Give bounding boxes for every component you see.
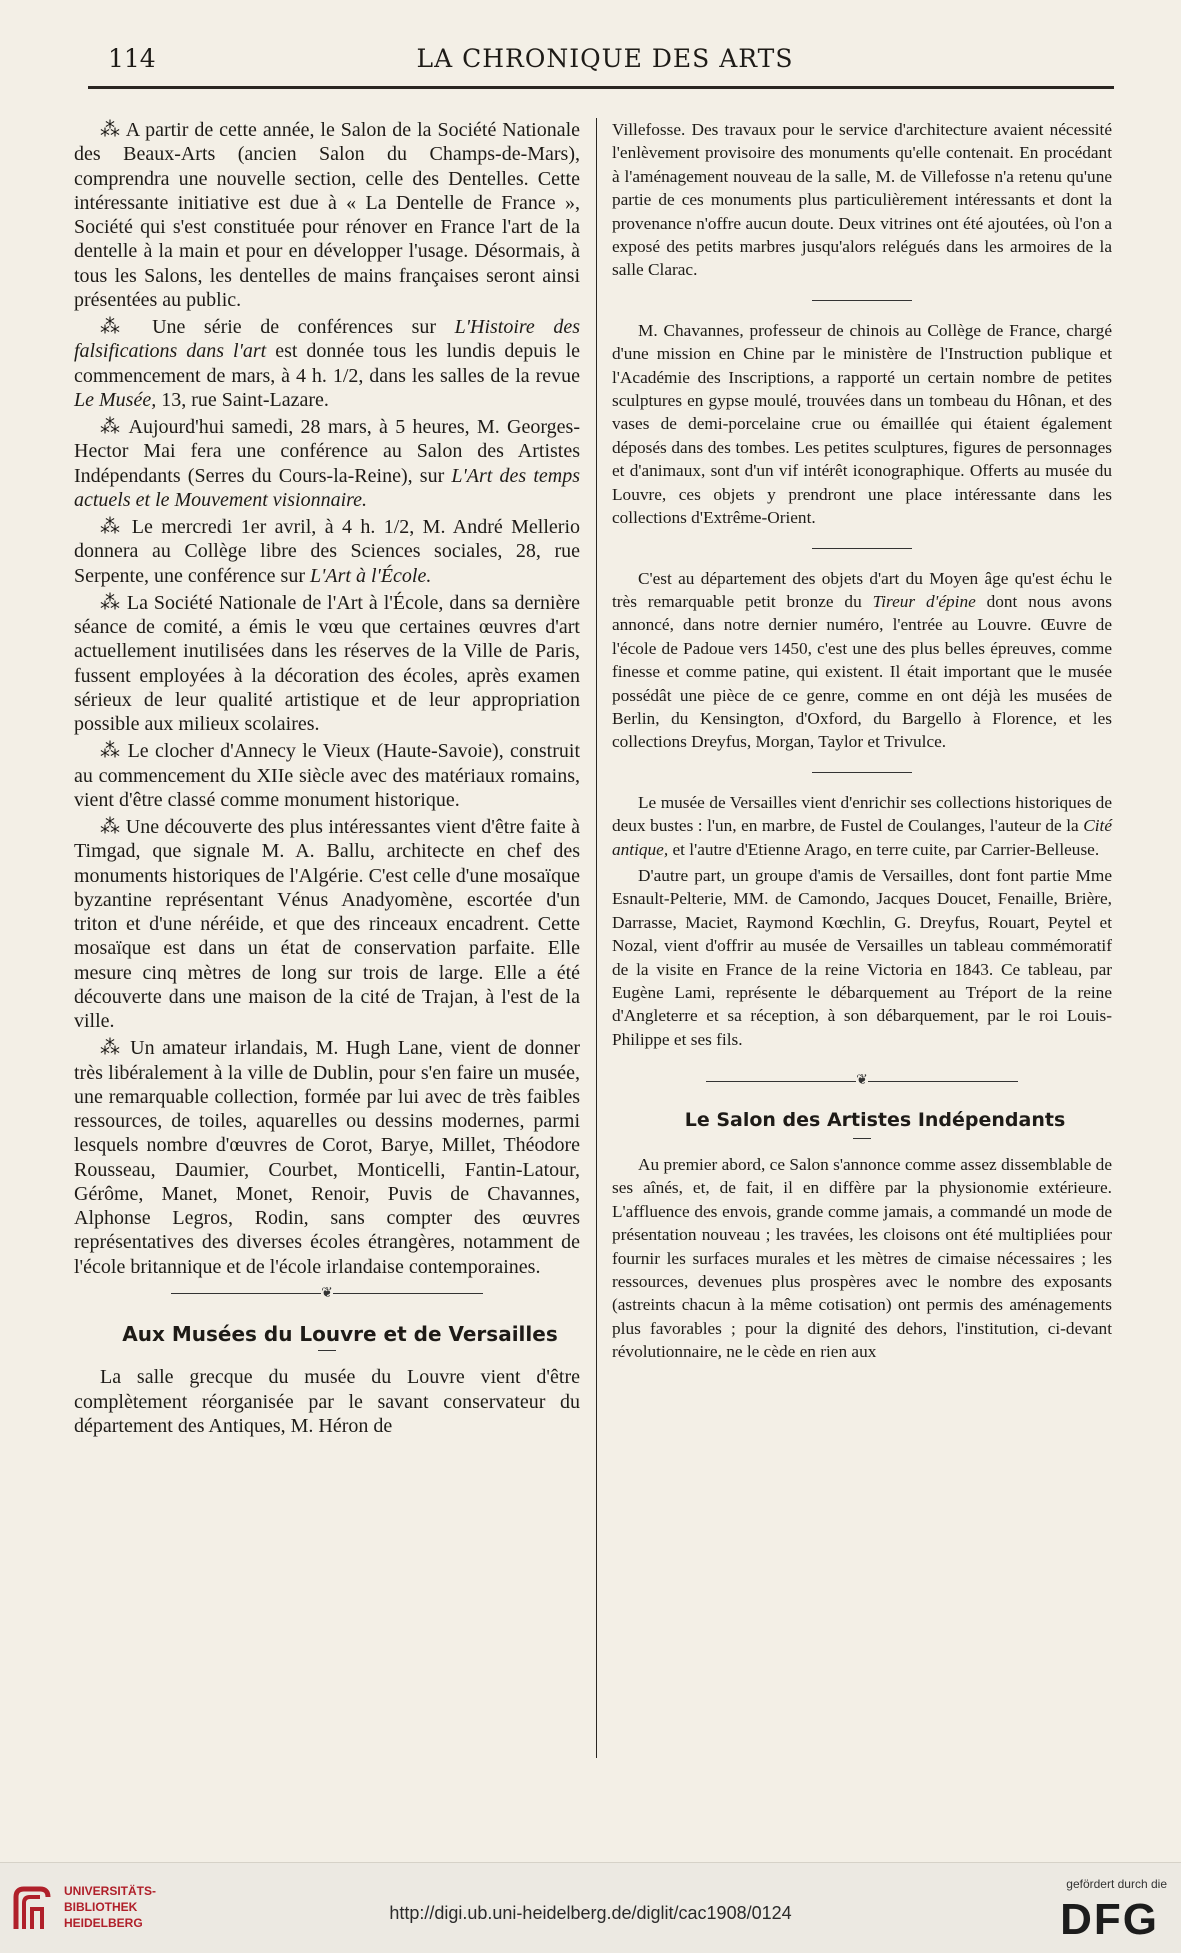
asterism-mark: ⁂ bbox=[100, 119, 121, 141]
column-rule bbox=[596, 118, 597, 1758]
header-rule bbox=[88, 86, 1114, 89]
right-column bbox=[612, 118, 1112, 1364]
asterism-mark: ⁂ bbox=[100, 591, 121, 614]
page-header bbox=[100, 44, 1110, 74]
paragraph-tireur-epine: C'est au département des objets d'art du Moyen âge qu'est échu le très remarquable petit bronze du Tireur d'épine dont nous avons annoncé, dans notre dernier numéro, l'entrée au Louvre. Œuvre de l'école de Padoue vers 1450, c'est une des plus belles épreuves, comme finesse et comme patine, qui existent. Il était important que le musée possédât une pièce de ce genre, comme en ont déjà les musées de Berlin, du Kensington, d'Oxford, du Bargello à Florence, et les collections Dreyfus, Morgan, Taylor et Trivulce. bbox=[612, 568, 1113, 752]
asterism-mark: ⁂ bbox=[100, 316, 134, 338]
asterism-mark: ⁂ bbox=[100, 816, 121, 838]
paragraph-dentelles: ⁂ A partir de cette année, le Salon de la Société Nationale des Beaux-Arts (ancien Salon du Champs-de-Mars), comprendra une nouvelle section, celle des Dentelles. Cette intéressante initiative est due à « La Dentelle de France », Société qui s'est constituée pour rénover en France l'art de la dentelle à la main et pour en développer l'usage. Désormais, à tous les Salons, les dentelles de mains françaises seront ainsi présentées au public. bbox=[74, 119, 580, 311]
section-title-louvre-versailles: Aux Musées du Louvre et de Versailles bbox=[122, 1322, 558, 1346]
paragraph-timgad: ⁂ Une découverte des plus intéressantes vient d'être faite à Timgad, que signale M. A. Ballu, architecte en chef des monuments historiques de l'Algérie. C'est celle d'une mosaïque byzantine représentant Vénus Anadyomène, escortée d'un triton et d'une néréide, et que des rinceaux encadrent. Cette mosaïque est dans un état de conservation parfaite. Elle mesure cinq mètres de long sur trois de large. Elle a été découverte dans une maison de la cité de Trajan, à l'est de la ville. bbox=[74, 816, 581, 1032]
paragraph-clocher-annecy: ⁂ Le clocher d'Annecy le Vieux (Haute-Savoie), construit au commencement du XIIe siècle avec des matériaux romains, vient d'être classé comme monument historique. bbox=[74, 740, 580, 811]
fleuron-divider: ❦ bbox=[612, 1069, 1112, 1092]
title-dash bbox=[853, 1138, 871, 1139]
fleuron-divider: ❦ bbox=[74, 1282, 580, 1306]
paragraph-conferences-falsifications: ⁂ Une série de conférences sur L'Histoire des falsifications dans l'art est donnée tous les lundis depuis le commencement de mars, à 4 h. 1/2, dans les salles de la revue Le Musée, 13, rue Saint-Lazare. bbox=[74, 316, 581, 411]
title-dash bbox=[318, 1350, 336, 1351]
asterism-mark: ⁂ bbox=[100, 1037, 123, 1060]
section-title-salon-independants: Le Salon des Artistes Indépendants bbox=[684, 1108, 1066, 1131]
funded-by-label: gefördert durch die bbox=[1066, 1877, 1167, 1891]
separator-rule bbox=[812, 548, 912, 549]
separator-rule bbox=[812, 772, 912, 773]
left-column bbox=[74, 118, 580, 1438]
page-number: 114 bbox=[108, 44, 156, 73]
paragraph-bustes-versailles: Le musée de Versailles vient d'enrichir ses collections historiques de deux bustes : l'un, en marbre, de Fustel de Coulanges, l'auteur de la Cité antique, et l'autre d'Etienne Arago, en terre cuite, par Carrier-Belleuse. bbox=[612, 792, 1112, 859]
asterism-mark: ⁂ bbox=[100, 416, 123, 438]
separator-rule bbox=[812, 300, 912, 301]
dfg-logo: DFG bbox=[1060, 1895, 1159, 1944]
viewer-footer bbox=[0, 1862, 1181, 1953]
paragraph-conference-mellerio: ⁂ Le mercredi 1er avril, à 4 h. 1/2, M. André Mellerio donnera au Collège libre des Sciences sociales, 28, rue Serpente, une conférence sur L'Art à l'École. bbox=[74, 516, 580, 587]
asterism-mark: ⁂ bbox=[100, 740, 122, 763]
paragraph-salon-independants: Au premier abord, ce Salon s'annonce comme assez dissemblable de ses aînés, et, de fait, il en diffère par la physionomie extérieure. L'affluence des envois, grande comme jamais, a commandé un mode de présentation nouveau ; les travées, les cloisons ont été multipliées pour fournir les surfaces murales et les mètres de cimaise nécessaires ; les ressources, devenues plus prospères avec le nombre des exposants (astreints chacun à la même cotisation) ont permis des aménagements plus favorables ; pour la dignité des dehors, l'institution, ci-devant révolutionnaire, ne le cède en rien aux bbox=[612, 1155, 1112, 1362]
library-name: UNIVERSITÄTS- BIBLIOTHEK HEIDELBERG bbox=[64, 1884, 157, 1930]
permalink-url[interactable]: http://digi.ub.uni-heidelberg.de/diglit/cac1908/0124 bbox=[389, 1903, 792, 1923]
paragraph-villefosse: Villefosse. Des travaux pour le service d'architecture avaient nécessité l'enlèvement provisoire des monuments qu'elle contenait. En procédant à l'aménagement nouveau de la salle, M. de Villefosse n'a retenu qu'une partie de ces monuments plus particulièrement intéressants et dont la provenance n'offre aucun doute. Deux vitrines ont été ajoutées, où l'on a exposé des petits marbres jusqu'alors relégués dans les armoires de la salle Clarac. bbox=[612, 120, 1112, 280]
paragraph-tableau-victoria: D'autre part, un groupe d'amis de Versailles, dont font partie Mme Esnault-Pelterie, MM. de Camondo, Jacques Doucet, Fenaille, Brière, Darrasse, Maciet, Raymond Kœchlin, G. Dreyfus, Rouart, Peytel et Nozal, vient d'offrir au musée de Versailles un tableau commémoratif de la visite en France de la reine Victoria en 1843. Ce tableau, par Eugène Lami, représente le débarquement au Tréport de la reine d'Angleterre et sa réception, à son débarquement, par le roi Louis-Philippe et ses fils. bbox=[612, 865, 1112, 1049]
running-title: LA CHRONIQUE DES ARTS bbox=[416, 44, 794, 73]
asterism-mark: ⁂ bbox=[100, 516, 124, 538]
paragraph-art-a-lecole: ⁂ La Société Nationale de l'Art à l'École, dans sa dernière séance de comité, a émis le vœu que certaines œuvres d'art actuellement inutilisées dans les réserves de la Ville de Paris, fussent employées à la décoration des écoles, après examen sérieux de leur qualité artistique et de leur appropriation possible aux milieux scolaires. bbox=[74, 591, 581, 735]
paragraph-salle-grecque: La salle grecque du musée du Louvre vient d'être complètement réorganisée par le savant conservateur du département des Antiques, M. Héron de bbox=[74, 1366, 580, 1437]
paragraph-chavannes: M. Chavannes, professeur de chinois au Collège de France, chargé d'une mission en Chine par le ministère de l'Instruction publique et l'Académie des Inscriptions, a rapporté un certain nombre de petites sculptures en gypse moulé, trouvées dans un tombeau du Hônan, et des vases de demi-porcelaine crue ou émaillée qui étaient également déposés dans des tombes. Les petites sculptures, figures de personnages et d'animaux, sont d'un vif intérêt iconographique. Offerts au musée du Louvre, ces objets y prendront une place intéressante dans les collections d'Extrême-Orient. bbox=[612, 320, 1112, 528]
paragraph-conference-mai: ⁂ Aujourd'hui samedi, 28 mars, à 5 heures, M. Georges-Hector Mai fera une conférence au Salon des Artistes Indépendants (Serres du Cours-la-Reine), sur L'Art des temps actuels et le Mouvement visionnaire. bbox=[74, 416, 581, 511]
paragraph-hugh-lane: ⁂ Un amateur irlandais, M. Hugh Lane, vient de donner très libéralement à la ville de Dublin, pour s'en faire un musée, une remarquable collection, formée par lui avec de très faibles ressources, de toiles, aquarelles ou dessins modernes, parmi lesquels nombre d'œuvres de Corot, Barye, Millet, Théodore Rousseau, Daumier, Courbet, Monticelli, Fantin-Latour, Gérôme, Manet, Monet, Renoir, Puvis de Chavannes, Alphonse Legros, Rodin, sans compter des œuvres représentatives des diverses écoles étrangères, notamment de l'école britannique et de l'école irlandaise contemporaines. bbox=[74, 1037, 581, 1278]
